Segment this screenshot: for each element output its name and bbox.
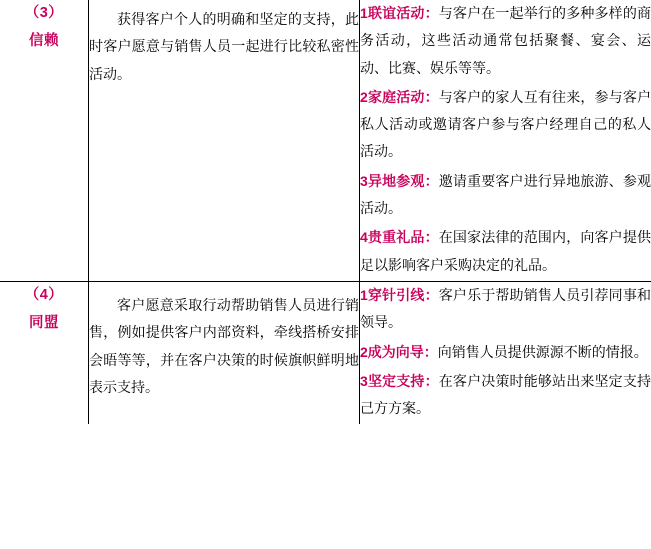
table-row bbox=[0, 281, 651, 424]
action-title: 1联谊活动： bbox=[360, 5, 439, 21]
stage-label-cell-4 bbox=[0, 281, 89, 424]
action-title: 2成为向导： bbox=[360, 343, 438, 360]
action-text: 在客户决策时能够站出来坚定支持己方方案。 bbox=[360, 372, 651, 417]
action-text: 与客户在一起举行的多种多样的商务活动，这些活动通常包括聚餐、宴会、运动、比赛、娱乐等等。 bbox=[360, 5, 651, 76]
action-text: 客户乐于帮助销售人员引荐同事和领导。 bbox=[360, 286, 651, 331]
stage-description-4: 客户愿意采取行动帮助销售人员进行销售，例如提供客户内部资料，牵线搭桥安排会晤等等，并在客户决策的时候旗帜鲜明地表示支持。 bbox=[89, 281, 360, 424]
stage-label-cell-3 bbox=[0, 0, 89, 281]
action-title: 3坚定支持： bbox=[360, 372, 439, 389]
action-text: 邀请重要客户进行异地旅游、参观活动。 bbox=[360, 172, 651, 217]
action-item bbox=[360, 339, 651, 366]
action-item bbox=[360, 84, 651, 166]
stage-number: （3） bbox=[24, 5, 64, 21]
action-item bbox=[360, 282, 651, 337]
stage-actions-3 bbox=[360, 0, 651, 281]
stage-description-3: 获得客户个人的明确和坚定的支持，此时客户愿意与销售人员一起进行比较私密性活动。 bbox=[89, 0, 360, 281]
action-text: 在国家法律的范围内，向客户提供足以影响客户采购决定的礼品。 bbox=[360, 229, 651, 273]
stage-number: （4） bbox=[24, 286, 64, 303]
action-title: 2家庭活动： bbox=[360, 88, 439, 105]
action-item bbox=[360, 224, 651, 279]
action-text: 向销售人员提供源源不断的情报。 bbox=[437, 343, 648, 360]
action-title: 4贵重礼品： bbox=[360, 229, 439, 246]
action-text: 与客户的家人互有往来，参与客户私人活动或邀请客户参与客户经理自己的私人活动。 bbox=[360, 88, 651, 160]
stage-name: 信赖 bbox=[29, 32, 59, 49]
stage-name: 同盟 bbox=[29, 314, 59, 331]
action-item bbox=[360, 0, 651, 82]
stage-actions-4 bbox=[360, 281, 651, 424]
action-title: 1穿针引线： bbox=[360, 286, 439, 303]
action-item bbox=[360, 368, 651, 423]
action-item bbox=[360, 168, 651, 223]
action-title: 3异地参观： bbox=[360, 172, 439, 189]
